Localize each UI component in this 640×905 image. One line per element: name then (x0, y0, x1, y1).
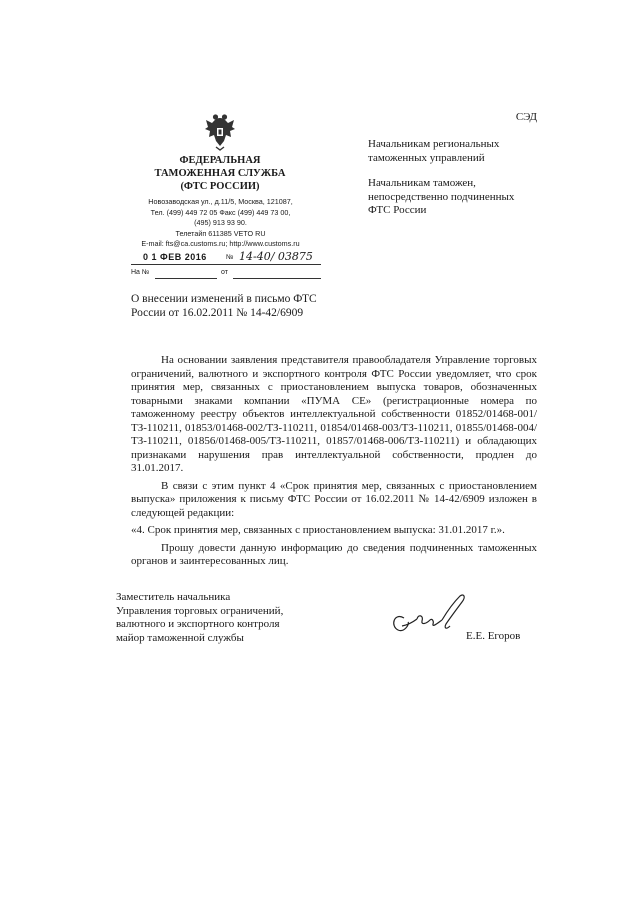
address-line: Тел. (499) 449 72 05 Факс (499) 449 73 00, (150, 207, 291, 217)
number-label: № (226, 254, 234, 261)
organization-address (133, 197, 308, 250)
signatory-line: Управления торговых ограничений, (116, 604, 284, 617)
ref-from-label: от (221, 269, 228, 276)
body-paragraph: На основании заявления представителя правообладателя Управление торговых ограничений, валютного и экспортного контроля ФТС России уведомляет, что срок принятия мер, связанных с приостановлением выпуска товаров, обозначенных товарными знаками компании «ПУМА СЕ» (регистрационные номера по таможенному реестру объектов интеллектуальной собственности 01852/01468-001/ТЗ-110211, 01853/01468-002/ТЗ-110211, 01854/01468-003/ТЗ-110211, 01855/01468-004/ТЗ-110211, 01856/01468-005/ТЗ-110211, 01857/01468-006/ТЗ-110211) и обладающих признаками нарушения прав интеллектуальной собственности, продлен до 31.01.2017. (131, 354, 537, 474)
document-date: 0 1 ФЕВ 2016 (143, 252, 207, 262)
address-line: Новозаводская ул., д.11/5, Москва, 121087, (148, 197, 293, 206)
recipient-2: Начальникам таможен, непосредственно подчиненных ФТС России (368, 177, 515, 216)
address-line: E-mail: fts@ca.customs.ru; http://www.customs.ru (141, 239, 300, 248)
registration-line (131, 252, 321, 266)
org-line: ТАМОЖЕННАЯ СЛУЖБА (154, 168, 286, 179)
reference-line (131, 269, 321, 281)
signatory-title (116, 591, 336, 645)
signatory-line: Заместитель начальника (116, 591, 231, 603)
body-paragraph: «4. Срок принятия мер, связанных с приостановлением выпуска: 31.01.2017 г.». (131, 524, 505, 536)
org-line: ФЕДЕРАЛЬНАЯ (179, 155, 261, 166)
letter-subject: О внесении изменений в письмо ФТС России от 16.02.2011 № 14-42/6909 (131, 293, 317, 319)
organization-name (150, 154, 290, 193)
coat-of-arms-icon (203, 113, 237, 151)
signatory-name: Е.Е. Егоров (466, 630, 521, 642)
letter-body (131, 354, 537, 573)
address-line: Телетайп 611385 VETO RU (175, 228, 266, 238)
underline (233, 278, 321, 279)
address-line: (495) 913 93 90. (194, 218, 247, 227)
body-paragraph: Прошу довести данную информацию до сведения подчиненных таможенных органов и заинтересованных лиц. (131, 541, 537, 567)
signatory-line: майор таможенной службы (116, 631, 244, 644)
sed-tag: СЭД (515, 111, 537, 123)
underline (131, 264, 321, 265)
ref-label: На № (131, 269, 150, 276)
signatory-line: валютного и экспортного контроля (116, 618, 280, 630)
document-number: 14-40/ 03875 (239, 250, 313, 263)
org-line: (ФТС РОССИИ) (180, 181, 260, 192)
underline (155, 278, 217, 279)
recipient-1: Начальникам региональных таможенных управлений (368, 138, 500, 164)
body-paragraph: В связи с этим пункт 4 «Срок принятия мер, связанных с приостановлением выпуска» приложения к письму ФТС России от 16.02.2011 № 14-42/6909 изложен в следующей редакции: (131, 479, 537, 519)
handwritten-signature (384, 588, 470, 644)
